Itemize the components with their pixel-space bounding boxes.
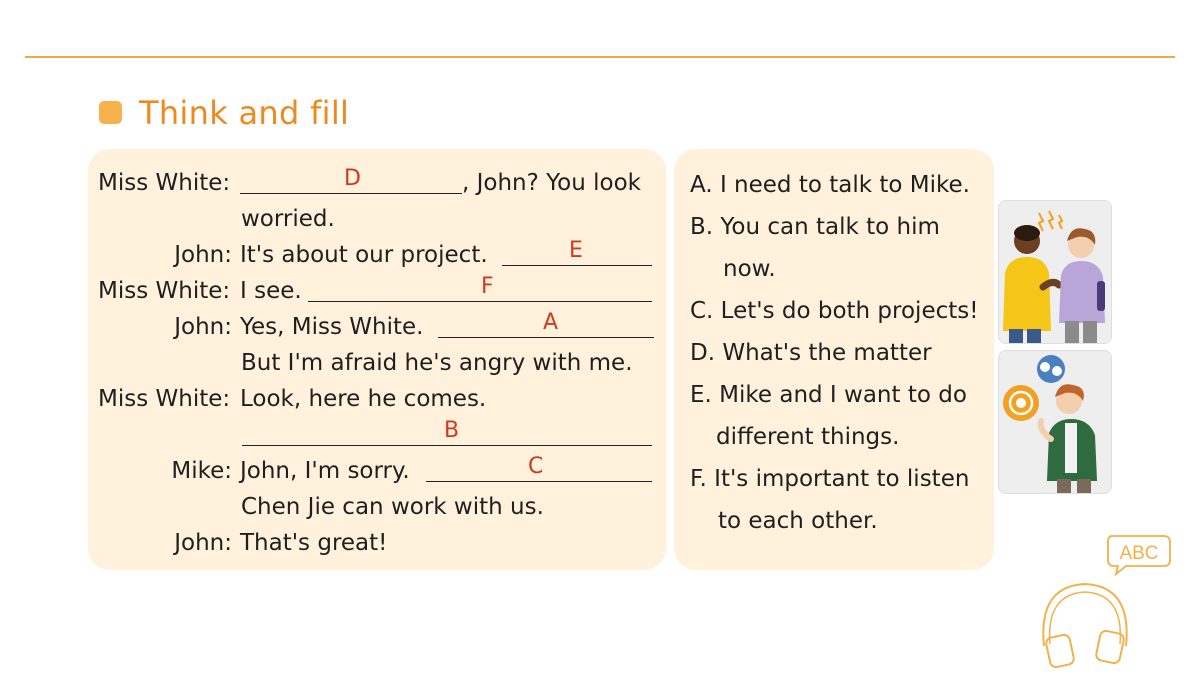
answer-blank[interactable]	[240, 193, 462, 194]
option-a: A. I need to talk to Mike.	[690, 172, 970, 198]
speaker-label: Miss White:	[98, 170, 231, 196]
abc-speech-bubble-icon	[1104, 530, 1174, 578]
answer-blank[interactable]	[308, 301, 652, 302]
option-d: D. What's the matter	[690, 340, 932, 366]
dialogue-text: John, I'm sorry.	[240, 458, 410, 484]
speaker-label: Miss White:	[98, 278, 231, 304]
dialogue-text: It's about our project.	[240, 242, 488, 268]
dialogue-text: Chen Jie can work with us.	[241, 494, 544, 520]
option-e: E. Mike and I want to do	[690, 382, 967, 408]
option-f-continued: to each other.	[718, 508, 878, 534]
dialogue-text: , John? You look	[462, 170, 641, 196]
answer-letter: D	[344, 166, 361, 191]
answer-blank[interactable]	[502, 265, 652, 266]
speaker-label: John:	[174, 530, 232, 556]
dialogue-text: Yes, Miss White.	[240, 314, 424, 340]
answer-blank[interactable]	[438, 337, 654, 338]
speaker-label: Mike:	[171, 458, 232, 484]
illustration-two-boys	[998, 200, 1112, 344]
dialogue-text: Look, here he comes.	[240, 386, 487, 412]
answer-blank[interactable]	[426, 481, 652, 482]
title-bullet-icon	[99, 101, 122, 124]
dialogue-text: That's great!	[240, 530, 388, 556]
dialogue-text: worried.	[241, 206, 335, 232]
option-b-continued: now.	[723, 256, 776, 282]
answer-letter: F	[481, 274, 494, 299]
answer-letter: B	[444, 418, 460, 443]
option-b: B. You can talk to him	[690, 214, 940, 240]
dialogue-text: But I'm afraid he's angry with me.	[241, 350, 633, 376]
speaker-label: Miss White:	[98, 386, 231, 412]
answer-blank[interactable]	[242, 445, 652, 446]
abc-badge-text: ABC	[1119, 543, 1159, 564]
answer-letter: A	[543, 310, 559, 335]
headphones-icon	[1028, 578, 1142, 670]
speaker-label: John:	[174, 314, 232, 340]
dialogue-text: I see.	[240, 278, 302, 304]
speaker-label: John:	[174, 242, 232, 268]
option-e-continued: different things.	[716, 424, 900, 450]
top-divider	[25, 56, 1175, 58]
illustration-listening-boy	[998, 350, 1112, 494]
answer-letter: E	[569, 238, 583, 263]
page-title: Think and fill	[139, 94, 350, 132]
option-c: C. Let's do both projects!	[690, 298, 979, 324]
option-f: F. It's important to listen	[690, 466, 970, 492]
answer-letter: C	[528, 454, 544, 479]
